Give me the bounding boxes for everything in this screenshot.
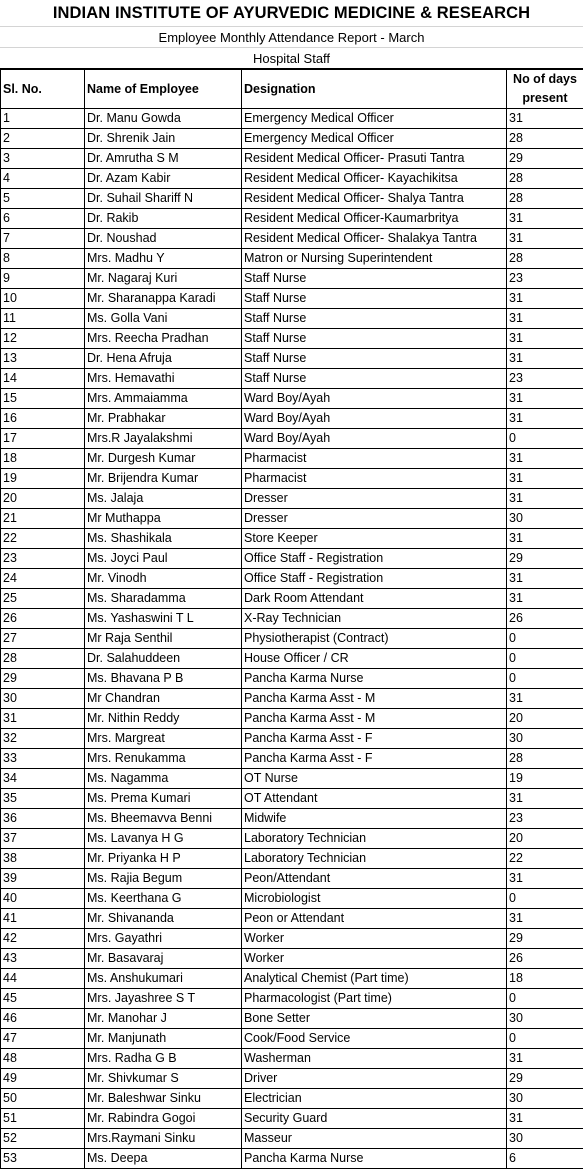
cell-sl-no: 29: [1, 669, 85, 689]
header-days-line2: present: [522, 91, 567, 105]
cell-designation: OT Nurse: [242, 769, 507, 789]
header-days-present: [507, 70, 583, 109]
cell-sl-no: 39: [1, 869, 85, 889]
table-row: [1, 429, 583, 449]
cell-employee-name: Ms. Nagamma: [85, 769, 242, 789]
header-days-line1: No of days: [513, 72, 577, 86]
section-label: Hospital Staff: [0, 48, 583, 69]
cell-designation: Ward Boy/Ayah: [242, 429, 507, 449]
cell-designation: Masseur: [242, 1129, 507, 1149]
cell-days-present: 0: [507, 429, 583, 449]
cell-employee-name: Mr. Nagaraj Kuri: [85, 269, 242, 289]
table-row: [1, 449, 583, 469]
cell-employee-name: Mr. Priyanka H P: [85, 849, 242, 869]
cell-designation: Emergency Medical Officer: [242, 109, 507, 129]
cell-designation: Pancha Karma Nurse: [242, 1149, 507, 1169]
cell-days-present: 26: [507, 609, 583, 629]
cell-employee-name: Dr. Hena Afruja: [85, 349, 242, 369]
table-row: [1, 869, 583, 889]
cell-sl-no: 31: [1, 709, 85, 729]
cell-employee-name: Mrs.R Jayalakshmi: [85, 429, 242, 449]
table-row: [1, 469, 583, 489]
cell-days-present: 30: [507, 1009, 583, 1029]
cell-designation: Staff Nurse: [242, 289, 507, 309]
header-designation: Designation: [242, 70, 507, 109]
cell-employee-name: Mr. Shivkumar S: [85, 1069, 242, 1089]
cell-sl-no: 36: [1, 809, 85, 829]
cell-employee-name: Mr Muthappa: [85, 509, 242, 529]
cell-employee-name: Mrs. Margreat: [85, 729, 242, 749]
cell-days-present: 31: [507, 869, 583, 889]
cell-designation: Resident Medical Officer- Kayachikitsa: [242, 169, 507, 189]
cell-designation: Midwife: [242, 809, 507, 829]
cell-designation: Pancha Karma Nurse: [242, 669, 507, 689]
cell-sl-no: 9: [1, 269, 85, 289]
cell-designation: Peon or Attendant: [242, 909, 507, 929]
table-row: [1, 389, 583, 409]
cell-days-present: 31: [507, 489, 583, 509]
cell-days-present: 30: [507, 729, 583, 749]
cell-designation: Pancha Karma Asst - M: [242, 689, 507, 709]
cell-designation: Laboratory Technician: [242, 829, 507, 849]
cell-days-present: 31: [507, 469, 583, 489]
cell-sl-no: 40: [1, 889, 85, 909]
cell-sl-no: 46: [1, 1009, 85, 1029]
cell-designation: Resident Medical Officer-Kaumarbritya: [242, 209, 507, 229]
cell-employee-name: Mrs. Reecha Pradhan: [85, 329, 242, 349]
cell-sl-no: 44: [1, 969, 85, 989]
cell-designation: Cook/Food Service: [242, 1029, 507, 1049]
table-row: [1, 969, 583, 989]
cell-employee-name: Dr. Shrenik Jain: [85, 129, 242, 149]
cell-designation: Laboratory Technician: [242, 849, 507, 869]
cell-employee-name: Mr. Basavaraj: [85, 949, 242, 969]
cell-designation: Staff Nurse: [242, 309, 507, 329]
cell-sl-no: 28: [1, 649, 85, 669]
table-row: [1, 329, 583, 349]
cell-sl-no: 8: [1, 249, 85, 269]
header-sl-no: Sl. No.: [1, 70, 85, 109]
table-row: [1, 909, 583, 929]
cell-days-present: 31: [507, 409, 583, 429]
cell-employee-name: Mr. Brijendra Kumar: [85, 469, 242, 489]
cell-days-present: 31: [507, 1109, 583, 1129]
cell-employee-name: Ms. Anshukumari: [85, 969, 242, 989]
cell-sl-no: 20: [1, 489, 85, 509]
table-row: [1, 849, 583, 869]
cell-designation: OT Attendant: [242, 789, 507, 809]
cell-sl-no: 17: [1, 429, 85, 449]
table-row: [1, 129, 583, 149]
cell-days-present: 20: [507, 829, 583, 849]
cell-days-present: 31: [507, 449, 583, 469]
cell-employee-name: Mrs.Raymani Sinku: [85, 1129, 242, 1149]
table-row: [1, 409, 583, 429]
cell-designation: Pharmacist: [242, 449, 507, 469]
cell-employee-name: Dr. Manu Gowda: [85, 109, 242, 129]
report-subtitle: Employee Monthly Attendance Report - March: [0, 27, 583, 48]
table-row: [1, 249, 583, 269]
cell-sl-no: 33: [1, 749, 85, 769]
cell-sl-no: 25: [1, 589, 85, 609]
cell-days-present: 31: [507, 329, 583, 349]
table-row: [1, 1149, 583, 1169]
table-row: [1, 189, 583, 209]
cell-sl-no: 6: [1, 209, 85, 229]
cell-employee-name: Mrs. Jayashree S T: [85, 989, 242, 1009]
cell-designation: Physiotherapist (Contract): [242, 629, 507, 649]
cell-designation: Analytical Chemist (Part time): [242, 969, 507, 989]
cell-sl-no: 14: [1, 369, 85, 389]
cell-sl-no: 18: [1, 449, 85, 469]
table-row: [1, 489, 583, 509]
cell-designation: Peon/Attendant: [242, 869, 507, 889]
table-row: [1, 1129, 583, 1149]
table-row: [1, 1009, 583, 1029]
cell-sl-no: 32: [1, 729, 85, 749]
cell-days-present: 0: [507, 889, 583, 909]
cell-designation: Driver: [242, 1069, 507, 1089]
table-row: [1, 1029, 583, 1049]
cell-employee-name: Mr Chandran: [85, 689, 242, 709]
table-row: [1, 369, 583, 389]
cell-sl-no: 42: [1, 929, 85, 949]
cell-employee-name: Dr. Salahuddeen: [85, 649, 242, 669]
cell-days-present: 31: [507, 109, 583, 129]
cell-sl-no: 49: [1, 1069, 85, 1089]
cell-employee-name: Ms. Sharadamma: [85, 589, 242, 609]
cell-sl-no: 21: [1, 509, 85, 529]
table-row: [1, 949, 583, 969]
cell-employee-name: Dr. Rakib: [85, 209, 242, 229]
cell-sl-no: 35: [1, 789, 85, 809]
cell-days-present: 18: [507, 969, 583, 989]
cell-days-present: 22: [507, 849, 583, 869]
cell-designation: Bone Setter: [242, 1009, 507, 1029]
cell-employee-name: Ms. Rajia Begum: [85, 869, 242, 889]
cell-sl-no: 12: [1, 329, 85, 349]
cell-designation: Matron or Nursing Superintendent: [242, 249, 507, 269]
cell-employee-name: Mrs. Ammaiamma: [85, 389, 242, 409]
table-row: [1, 309, 583, 329]
cell-days-present: 31: [507, 689, 583, 709]
table-row: [1, 529, 583, 549]
cell-employee-name: Mr. Shivananda: [85, 909, 242, 929]
cell-sl-no: 10: [1, 289, 85, 309]
cell-designation: Worker: [242, 929, 507, 949]
table-row: [1, 1109, 583, 1129]
cell-employee-name: Ms. Bhavana P B: [85, 669, 242, 689]
cell-designation: Emergency Medical Officer: [242, 129, 507, 149]
table-row: [1, 769, 583, 789]
cell-sl-no: 11: [1, 309, 85, 329]
table-row: [1, 729, 583, 749]
table-row: [1, 569, 583, 589]
cell-sl-no: 48: [1, 1049, 85, 1069]
cell-sl-no: 16: [1, 409, 85, 429]
table-row: [1, 289, 583, 309]
cell-days-present: 20: [507, 709, 583, 729]
cell-employee-name: Ms. Joyci Paul: [85, 549, 242, 569]
cell-designation: Resident Medical Officer- Shalakya Tantra: [242, 229, 507, 249]
cell-sl-no: 7: [1, 229, 85, 249]
cell-employee-name: Mr Raja Senthil: [85, 629, 242, 649]
report-title: INDIAN INSTITUTE OF AYURVEDIC MEDICINE & RESEARCH: [0, 0, 583, 27]
table-row: [1, 209, 583, 229]
cell-sl-no: 51: [1, 1109, 85, 1129]
cell-employee-name: Mrs. Radha G B: [85, 1049, 242, 1069]
cell-employee-name: Ms. Yashaswini T L: [85, 609, 242, 629]
cell-days-present: 6: [507, 1149, 583, 1169]
cell-days-present: 28: [507, 129, 583, 149]
cell-employee-name: Mr. Manjunath: [85, 1029, 242, 1049]
table-row: [1, 109, 583, 129]
cell-designation: Office Staff - Registration: [242, 569, 507, 589]
cell-designation: Dresser: [242, 489, 507, 509]
table-row: [1, 889, 583, 909]
cell-employee-name: Mr. Baleshwar Sinku: [85, 1089, 242, 1109]
table-row: [1, 149, 583, 169]
cell-designation: Ward Boy/Ayah: [242, 409, 507, 429]
cell-employee-name: Ms. Prema Kumari: [85, 789, 242, 809]
cell-designation: Staff Nurse: [242, 269, 507, 289]
table-body: [1, 109, 583, 1169]
cell-employee-name: Mr. Vinodh: [85, 569, 242, 589]
table-row: [1, 829, 583, 849]
cell-designation: Staff Nurse: [242, 329, 507, 349]
cell-days-present: 26: [507, 949, 583, 969]
cell-sl-no: 47: [1, 1029, 85, 1049]
cell-employee-name: Ms. Deepa: [85, 1149, 242, 1169]
table-row: [1, 789, 583, 809]
cell-sl-no: 30: [1, 689, 85, 709]
cell-employee-name: Mrs. Gayathri: [85, 929, 242, 949]
cell-employee-name: Mr. Prabhakar: [85, 409, 242, 429]
cell-days-present: 23: [507, 809, 583, 829]
cell-employee-name: Mr. Durgesh Kumar: [85, 449, 242, 469]
attendance-table: [0, 69, 583, 1169]
table-row: [1, 549, 583, 569]
cell-designation: Electrician: [242, 1089, 507, 1109]
cell-sl-no: 37: [1, 829, 85, 849]
cell-designation: Office Staff - Registration: [242, 549, 507, 569]
cell-days-present: 0: [507, 1029, 583, 1049]
cell-days-present: 29: [507, 549, 583, 569]
cell-sl-no: 41: [1, 909, 85, 929]
cell-designation: Pharmacist: [242, 469, 507, 489]
cell-days-present: 31: [507, 589, 583, 609]
table-row: [1, 989, 583, 1009]
cell-days-present: 0: [507, 649, 583, 669]
cell-days-present: 31: [507, 909, 583, 929]
cell-designation: Staff Nurse: [242, 369, 507, 389]
cell-designation: Ward Boy/Ayah: [242, 389, 507, 409]
table-row: [1, 269, 583, 289]
cell-sl-no: 50: [1, 1089, 85, 1109]
cell-sl-no: 13: [1, 349, 85, 369]
cell-employee-name: Dr. Azam Kabir: [85, 169, 242, 189]
cell-employee-name: Ms. Keerthana G: [85, 889, 242, 909]
cell-sl-no: 1: [1, 109, 85, 129]
cell-sl-no: 43: [1, 949, 85, 969]
cell-designation: Pancha Karma Asst - M: [242, 709, 507, 729]
table-row: [1, 929, 583, 949]
cell-days-present: 28: [507, 749, 583, 769]
cell-employee-name: Dr. Noushad: [85, 229, 242, 249]
cell-sl-no: 53: [1, 1149, 85, 1169]
table-row: [1, 689, 583, 709]
cell-sl-no: 4: [1, 169, 85, 189]
cell-designation: Store Keeper: [242, 529, 507, 549]
cell-days-present: 31: [507, 1049, 583, 1069]
cell-days-present: 31: [507, 389, 583, 409]
cell-designation: X-Ray Technician: [242, 609, 507, 629]
table-row: [1, 1089, 583, 1109]
cell-sl-no: 23: [1, 549, 85, 569]
table-row: [1, 649, 583, 669]
cell-sl-no: 15: [1, 389, 85, 409]
cell-days-present: 31: [507, 229, 583, 249]
cell-sl-no: 34: [1, 769, 85, 789]
cell-days-present: 31: [507, 209, 583, 229]
cell-employee-name: Mrs. Madhu Y: [85, 249, 242, 269]
cell-days-present: 19: [507, 769, 583, 789]
cell-days-present: 31: [507, 309, 583, 329]
cell-sl-no: 52: [1, 1129, 85, 1149]
cell-employee-name: Dr. Amrutha S M: [85, 149, 242, 169]
cell-days-present: 28: [507, 249, 583, 269]
table-header-row: [1, 70, 583, 109]
cell-employee-name: Mr. Manohar J: [85, 1009, 242, 1029]
cell-designation: House Officer / CR: [242, 649, 507, 669]
cell-sl-no: 3: [1, 149, 85, 169]
cell-designation: Resident Medical Officer- Shalya Tantra: [242, 189, 507, 209]
cell-days-present: 0: [507, 669, 583, 689]
table-row: [1, 669, 583, 689]
cell-days-present: 0: [507, 989, 583, 1009]
cell-employee-name: Mrs. Renukamma: [85, 749, 242, 769]
cell-days-present: 31: [507, 349, 583, 369]
cell-designation: Pancha Karma Asst - F: [242, 729, 507, 749]
cell-days-present: 28: [507, 169, 583, 189]
cell-days-present: 30: [507, 1089, 583, 1109]
cell-days-present: 23: [507, 369, 583, 389]
cell-designation: Dark Room Attendant: [242, 589, 507, 609]
cell-designation: Pancha Karma Asst - F: [242, 749, 507, 769]
cell-employee-name: Mr. Rabindra Gogoi: [85, 1109, 242, 1129]
cell-designation: Pharmacologist (Part time): [242, 989, 507, 1009]
table-row: [1, 749, 583, 769]
cell-days-present: 29: [507, 149, 583, 169]
table-row: [1, 509, 583, 529]
table-row: [1, 169, 583, 189]
cell-employee-name: Dr. Suhail Shariff N: [85, 189, 242, 209]
table-row: [1, 1049, 583, 1069]
cell-days-present: 28: [507, 189, 583, 209]
table-row: [1, 629, 583, 649]
cell-designation: Security Guard: [242, 1109, 507, 1129]
cell-days-present: 31: [507, 529, 583, 549]
cell-sl-no: 5: [1, 189, 85, 209]
table-row: [1, 609, 583, 629]
cell-sl-no: 2: [1, 129, 85, 149]
cell-sl-no: 26: [1, 609, 85, 629]
cell-employee-name: Ms. Bheemavva Benni: [85, 809, 242, 829]
cell-days-present: 31: [507, 569, 583, 589]
cell-sl-no: 19: [1, 469, 85, 489]
cell-employee-name: Ms. Golla Vani: [85, 309, 242, 329]
cell-days-present: 31: [507, 789, 583, 809]
table-row: [1, 809, 583, 829]
cell-employee-name: Mr. Sharanappa Karadi: [85, 289, 242, 309]
table-row: [1, 589, 583, 609]
cell-days-present: 23: [507, 269, 583, 289]
cell-employee-name: Ms. Lavanya H G: [85, 829, 242, 849]
cell-days-present: 29: [507, 929, 583, 949]
cell-employee-name: Mr. Nithin Reddy: [85, 709, 242, 729]
cell-days-present: 30: [507, 1129, 583, 1149]
table-row: [1, 229, 583, 249]
cell-designation: Resident Medical Officer- Prasuti Tantra: [242, 149, 507, 169]
cell-days-present: 30: [507, 509, 583, 529]
cell-sl-no: 24: [1, 569, 85, 589]
cell-designation: Microbiologist: [242, 889, 507, 909]
cell-sl-no: 45: [1, 989, 85, 1009]
cell-designation: Washerman: [242, 1049, 507, 1069]
header-employee-name: Name of Employee: [85, 70, 242, 109]
cell-days-present: 0: [507, 629, 583, 649]
cell-employee-name: Ms. Jalaja: [85, 489, 242, 509]
cell-sl-no: 38: [1, 849, 85, 869]
cell-sl-no: 27: [1, 629, 85, 649]
table-row: [1, 709, 583, 729]
cell-designation: Staff Nurse: [242, 349, 507, 369]
table-row: [1, 349, 583, 369]
cell-designation: Worker: [242, 949, 507, 969]
cell-designation: Dresser: [242, 509, 507, 529]
cell-employee-name: Mrs. Hemavathi: [85, 369, 242, 389]
cell-days-present: 31: [507, 289, 583, 309]
table-row: [1, 1069, 583, 1089]
cell-days-present: 29: [507, 1069, 583, 1089]
cell-employee-name: Ms. Shashikala: [85, 529, 242, 549]
cell-sl-no: 22: [1, 529, 85, 549]
